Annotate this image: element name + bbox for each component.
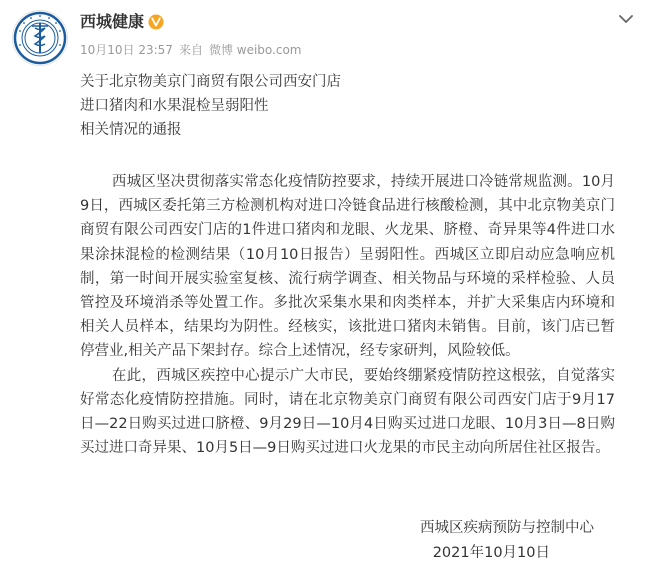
verified-badge-icon xyxy=(148,14,164,30)
source-prefix: 来自 xyxy=(178,43,203,57)
health-logo-icon xyxy=(13,11,67,65)
body-paragraph: 西城区坚决贯彻落实常态化疫情防控要求，持续开展进口冷链常规监测。10月9日，西城区委托第三方检测机构对进口冷链食品进行核酸检测，其中北京物美京门商贸有限公司西安门店的1件进口猪肉和龙眼、火龙果、脐橙、奇异果等4件进口水果涂抹混检的检测结果（10月10日报告）呈弱阳性。西城区立即启动应急响应机制，第一时间开展实验室复核、流行病学调查、相关物品与环境的采样检验、人员管控及环境消杀等处置工作。多批次采集水果和肉类样本，并扩大采集店内环境和相关人员样本，结果均为阴性。经核实，该批进口猪肉未销售。目前，该门店已暂停营业,相关产品下架封存。综合上述情况，经专家研判，风险较低。 xyxy=(80,174,615,360)
heading-line: 关于北京物美京门商贸有限公司西安门店 xyxy=(80,74,341,90)
post-body xyxy=(80,170,615,460)
post-timestamp[interactable]: 10月10日 23:57 xyxy=(80,43,173,57)
avatar[interactable] xyxy=(12,10,68,66)
post-source[interactable]: 微博 weibo.com xyxy=(208,43,302,57)
post-heading xyxy=(80,70,341,142)
heading-line: 相关情况的通报 xyxy=(80,122,182,138)
heading-line: 进口猪肉和水果混检呈弱阳性 xyxy=(80,98,269,114)
signature-org: 西城区疾病预防与控制中心 xyxy=(420,520,594,536)
signature-date: 2021年10月10日 xyxy=(432,545,550,561)
post-meta xyxy=(80,42,308,58)
chevron-down-icon[interactable] xyxy=(615,8,637,30)
body-paragraph: 在此，西城区疾控中心提示广大市民，要始终绷紧疫情防控这根弦，自觉落实好常态化疫情防控措施。同时，请在北京物美京门商贸有限公司西安门店于9月17日—22日购买过进口脐橙、9月29日—10月4日购买过进口龙眼、10月3日—8日购买过进口奇异果、10月5日—9日购买过进口火龙果的市民主动向所居住社区报告。 xyxy=(80,367,615,457)
username[interactable]: 西城健康 xyxy=(80,12,145,31)
